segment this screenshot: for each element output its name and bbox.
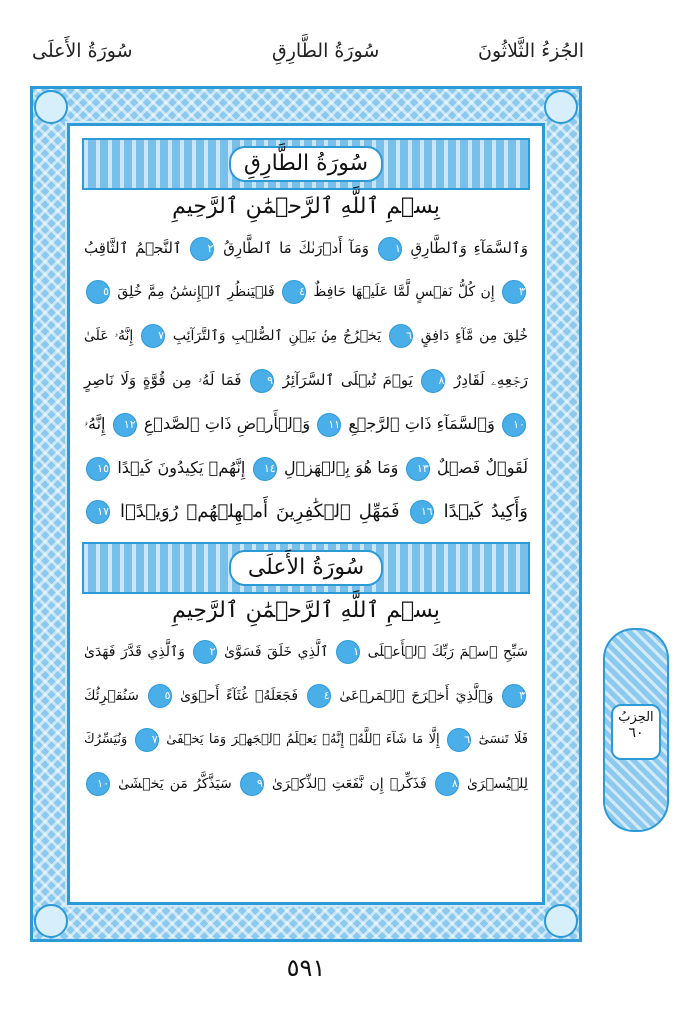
verse-text: وَمَا هُوَ بِٱلۡهَزۡلِ (283, 458, 399, 477)
verse-text: وَٱلسَّمَآءِ وَٱلطَّارِقِ (410, 239, 528, 257)
basmala: بِسۡمِ ٱللَّهِ ٱلرَّحۡمَٰنِ ٱلرَّحِيمِ (172, 598, 440, 623)
verse-text: وَأَكِيدُ كَيۡدًا (443, 501, 528, 522)
corner-ornament-icon (544, 904, 578, 938)
page-header (0, 40, 682, 76)
ayah-marker: ١ (336, 640, 360, 664)
ayah-marker: ١٧ (86, 500, 110, 524)
ayah-marker: ٤ (307, 684, 331, 708)
verse-line (84, 448, 528, 488)
ayah-marker: ٦ (447, 728, 471, 752)
verse-text: فَمَهِّلِ ٱلۡكَٰفِرِينَ أَمۡهِلۡهُمۡ رُوَيۡدًۢا (119, 501, 400, 522)
ayah-marker: ١٠ (86, 772, 110, 796)
ayah-marker: ٢ (193, 640, 217, 664)
verse-text: يَخۡرُجُ مِنۢ بَيۡنِ ٱلصُّلۡبِ وَٱلتَّرَآئِبِ (172, 328, 382, 344)
surah-title-tariq: سُورَةُ الطَّارِقِ (229, 146, 383, 182)
verse-text: إِنَّهُۥ (84, 414, 106, 433)
juz-label: الجُزءُ الثَّلاثُونَ (478, 40, 584, 62)
ayah-marker: ١٠ (502, 413, 526, 437)
verse-text: لَقَوۡلٌ فَصۡلٌ (437, 458, 529, 477)
surah-banner-tariq (82, 138, 530, 190)
page-number: ٥٩١ (286, 954, 326, 982)
verse-line (84, 272, 528, 312)
verse-text: إِنَّهُمۡ يَكِيدُونَ كَيۡدًا (117, 458, 246, 477)
verse-text: سَيَذَّكَّرُ مَن يَخۡشَىٰ (118, 776, 232, 792)
hizb-plaque (611, 704, 661, 760)
ayah-marker: ٣ (502, 280, 526, 304)
hizb-label: الحِزبُ (618, 710, 654, 725)
verse-line (84, 316, 528, 356)
text-panel (67, 123, 545, 905)
verse-text: ٱلنَّجۡمُ ٱلثَّاقِبُ (84, 239, 182, 257)
verse-line (84, 764, 528, 804)
corner-ornament-icon (34, 904, 68, 938)
ayah-marker: ١٢ (113, 413, 137, 437)
verse-line (84, 720, 528, 760)
ayah-marker: ١١ (317, 413, 341, 437)
ayah-marker: ٨ (435, 772, 459, 796)
corner-ornament-icon (34, 90, 68, 124)
verse-text: خُلِقَ مِن مَّآءٍ دَافِقٍ (420, 328, 529, 344)
verse-text: إِنَّهُۥ عَلَىٰ (84, 328, 134, 344)
ayah-marker: ١٣ (406, 457, 430, 481)
verse-line (84, 492, 528, 532)
basmala: بِسۡمِ ٱللَّهِ ٱلرَّحۡمَٰنِ ٱلرَّحِيمِ (172, 194, 440, 219)
verse-text: رَجۡعِهِۦ لَقَادِرٌ (453, 371, 528, 389)
surah-header-left: سُورَةُ الأَعلَى (32, 40, 133, 62)
ayah-marker: ٦ (389, 324, 413, 348)
ayah-marker: ٩ (250, 369, 274, 393)
verse-text: يَوۡمَ تُبۡلَى ٱلسَّرَآئِرُ (282, 371, 413, 389)
verse-text: إِلَّا مَا شَآءَ ٱللَّهُۚ إِنَّهُۥ يَعۡلَمُ ٱلۡجَهۡرَ وَمَا يَخۡفَىٰ (166, 732, 440, 747)
ayah-marker: ٢ (190, 237, 214, 261)
verse-text: سَنُقۡرِئُكَ (84, 688, 139, 704)
surah-title-ala: سُورَةُ الأَعلَى (229, 550, 383, 586)
verse-text: وَٱلسَّمَآءِ ذَاتِ ٱلرَّجۡعِ (348, 414, 495, 433)
ayah-marker: ٥ (86, 280, 110, 304)
verse-line (84, 404, 528, 444)
verse-text: فَذَكِّرۡ إِن نَّفَعَتِ ٱلذِّكۡرَىٰ (272, 776, 427, 792)
verse-text: وَنُيَسِّرُكَ (84, 732, 128, 747)
ayah-marker: ١٥ (86, 457, 110, 481)
surah-banner-ala (82, 542, 530, 594)
verse-line (84, 228, 528, 268)
verse-text: وَٱلَّذِي قَدَّرَ فَهَدَىٰ (84, 644, 185, 660)
ayah-marker: ٥ (148, 684, 172, 708)
verse-text: إِن كُلُّ نَفۡسٍ لَّمَّا عَلَيۡهَا حَافِظٌ (313, 284, 495, 300)
ayah-marker: ١٤ (253, 457, 277, 481)
ayah-marker: ٩ (240, 772, 264, 796)
verse-line (84, 676, 528, 716)
surah-header-center: سُورَةُ الطَّارِقِ (272, 40, 380, 62)
ornamental-frame (30, 86, 582, 942)
verse-text: ٱلَّذِي خَلَقَ فَسَوَّىٰ (224, 644, 329, 660)
ayah-marker: ٧ (141, 324, 165, 348)
ayah-marker: ١٦ (410, 500, 434, 524)
verse-text: وَٱلۡأَرۡضِ ذَاتِ ٱلصَّدۡعِ (143, 414, 311, 433)
corner-ornament-icon (544, 90, 578, 124)
verse-text: فَجَعَلَهُۥ غُثَآءً أَحۡوَىٰ (180, 688, 299, 704)
verse-line (84, 632, 528, 672)
verse-text: وَمَآ أَدۡرَىٰكَ مَا ٱلطَّارِقُ (223, 239, 369, 257)
ayah-marker: ٧ (135, 728, 159, 752)
verse-text: فَمَا لَهُۥ مِن قُوَّةٍ وَلَا نَاصِرٍ (84, 371, 242, 389)
verse-text: وَٱلَّذِيٓ أَخۡرَجَ ٱلۡمَرۡعَىٰ (339, 688, 494, 704)
ayah-marker: ٤ (282, 280, 306, 304)
verse-line (84, 360, 528, 400)
hizb-number: ٦٠ (628, 725, 644, 741)
ayah-marker: ٨ (421, 369, 445, 393)
verse-text: لِلۡيُسۡرَىٰ (466, 776, 529, 792)
verse-text: فَلۡيَنظُرِ ٱلۡإِنسَٰنُ مِمَّ خُلِقَ (117, 284, 275, 300)
ayah-marker: ٣ (502, 684, 526, 708)
ayah-marker: ١ (378, 237, 402, 261)
verse-text: فَلَا تَنسَىٰٓ (478, 732, 529, 747)
verse-text: سَبِّحِ ٱسۡمَ رَبِّكَ ٱلۡأَعۡلَى (367, 644, 529, 660)
hizb-marker (603, 628, 669, 832)
